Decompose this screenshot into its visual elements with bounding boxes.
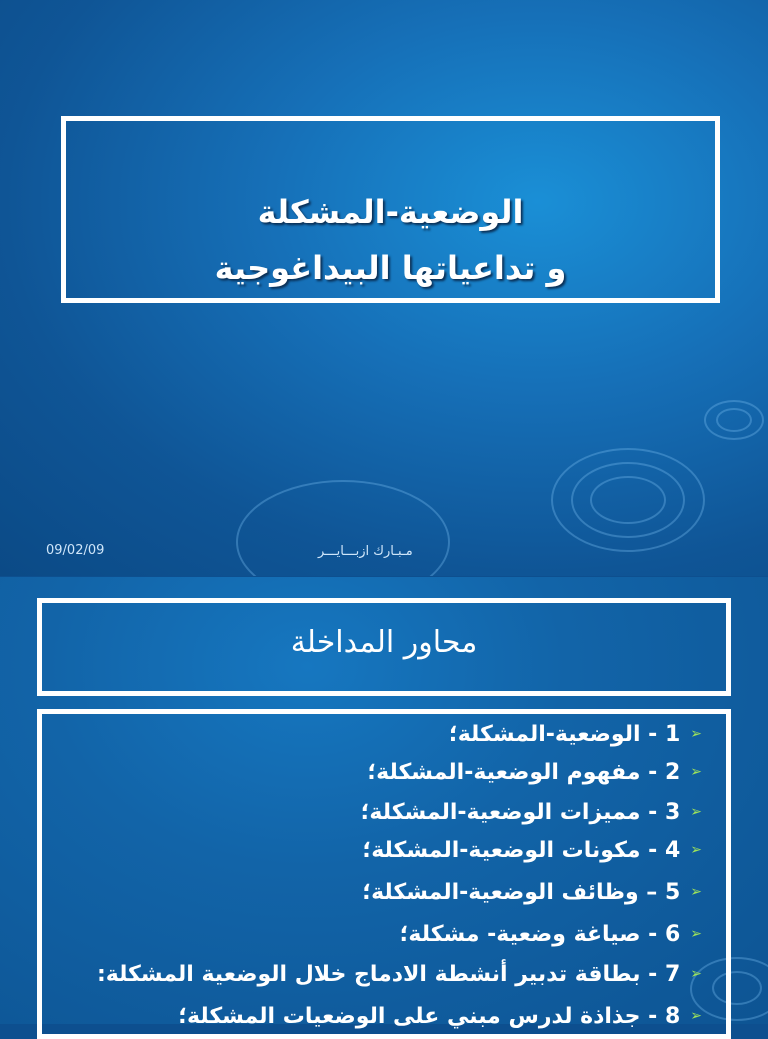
arrow-bullet-icon: ➢ [690,804,702,820]
list-item [97,962,702,987]
arrow-bullet-icon: ➢ [690,966,702,982]
arrow-bullet-icon: ➢ [690,884,702,900]
arrow-bullet-icon: ➢ [690,926,702,942]
list-item-text: 4 - مكونات الوضعية-المشكلة؛ [362,838,681,863]
list-item-text: 7 - بطاقة تدبير أنشطة الادماج خلال الوضعية المشكلة: [96,962,681,987]
agenda-title-frame [37,598,731,696]
arrow-bullet-icon: ➢ [690,1008,702,1024]
footer-author: مـبـارك ازبـــايـــر [318,544,413,559]
arrow-bullet-icon: ➢ [690,764,702,780]
list-item [362,838,702,863]
arrow-bullet-icon: ➢ [690,726,702,742]
list-item [178,1004,702,1029]
arrow-bullet-icon: ➢ [690,842,702,858]
list-item-text: 1 - الوضعية-المشكلة؛ [448,722,681,747]
agenda-list-frame [37,709,731,1039]
list-item-text: 5 – وظائف الوضعية-المشكلة؛ [362,880,681,905]
ripple-decoration [716,408,752,432]
title-frame [61,116,720,303]
ripple-decoration [590,476,666,524]
list-item-text: 2 - مفهوم الوضعية-المشكلة؛ [367,760,681,785]
list-item-text: 8 - جذاذة لدرس مبني على الوضعيات المشكلة؛ [178,1004,681,1029]
list-item [367,760,702,785]
list-item [400,922,702,947]
list-item [361,800,702,825]
slide-title-line2: و تداعياتها البيداغوجية [214,249,567,287]
ripple-decoration [236,480,450,576]
slide-title-line1: الوضعية-المشكلة [257,193,524,231]
list-item [362,880,702,905]
agenda-title: محاور المداخلة [290,625,478,660]
list-item [449,722,702,747]
list-item-text: 6 - صياغة وضعية- مشكلة؛ [399,922,681,947]
list-item-text: 3 - مميزات الوضعية-المشكلة؛ [360,800,681,825]
footer-date: 09/02/09 [46,543,105,558]
